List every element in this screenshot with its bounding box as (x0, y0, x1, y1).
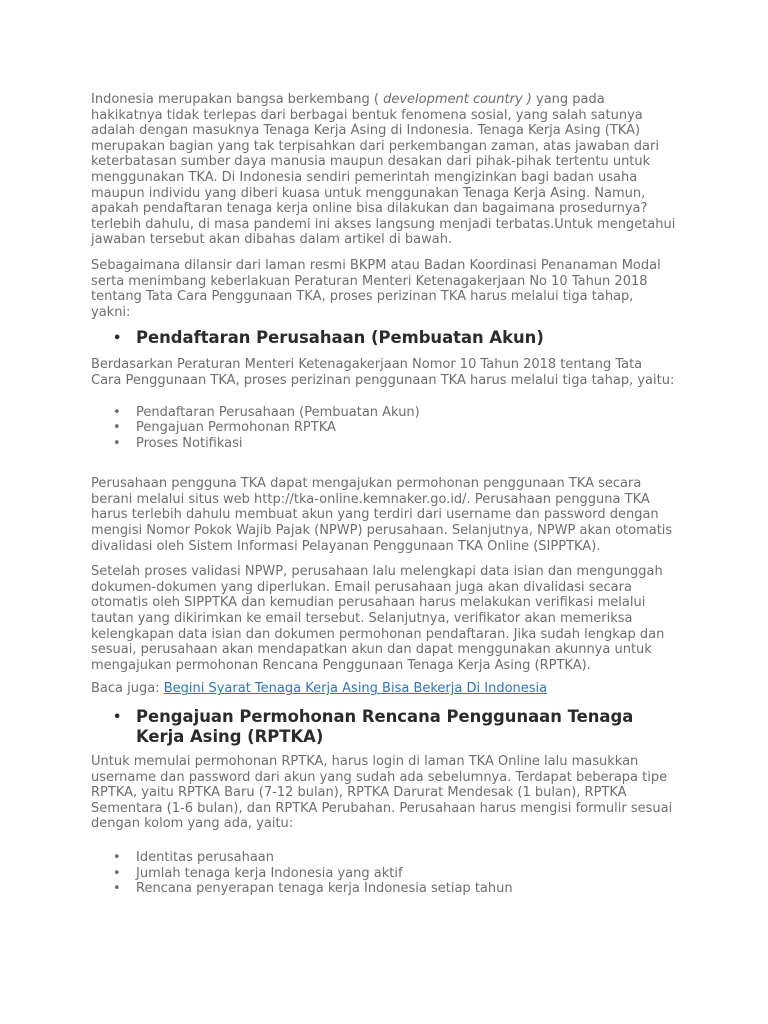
tahap-list (91, 405, 676, 452)
intro-paragraph (91, 92, 676, 248)
perusahaan-paragraph: Perusahaan pengguna TKA dapat mengajukan permohonan penggunaan TKA secara berani melalui situs web http://tka-online.kemnaker.go.id/. Perusahaan pengguna TKA harus terlebih dahulu membuat akun yang terdiri dari username dan password dengan mengisi Nomor Pokok Wajib Pajak (NPWP) perusahaan. Selanjutnya, NPWP akan otomatis divalidasi oleh Sistem Informasi Pelayanan Penggunaan TKA Online (SIPPTKA). (91, 476, 673, 554)
intro-text-end: yang pada hakikatnya tidak terlepas dari berbagai bentuk fenomena sosial, yang salah satunya adalah dengan masuknya Tenaga Kerja Asing di Indonesia. Tenaga Kerja Asing (TKA) merupakan bagian yang tak terpisahkan dari perkembangan zaman, atas jawaban dari keterbatasan sumber daya manusia maupun desakan dari pihak-pihak tertentu untuk menggunakan TKA. Di Indonesia sendiri pemerintah mengizinkan bagi badan usaha maupun individu yang diberi kuasa untuk menggunakan Tenaga Kerja Asing. Namun, apakah pendaftaran tenaga kerja online bisa dilakukan dan bagaimana prosedurnya? terlebih dahulu, di masa pandemi ini akses langsung menjadi terbatas.Untuk mengetahui jawaban tersebut akan dibahas dalam artikel di bawah. (91, 92, 676, 248)
formulir-list (91, 850, 676, 897)
section-heading-rptka: • Pengajuan Permohonan Rencana Penggunaan Tenaga Kerja Asing (RPTKA) (91, 707, 676, 747)
list-item: • Identitas perusahaan (91, 850, 676, 866)
untuk-paragraph: Untuk memulai permohonan RPTKA, harus login di laman TKA Online lalu masukkan username dan password dari akun yang sudah ada sebelumnya. Terdapat beberapa tipe RPTKA, yaitu RPTKA Baru (7-12 bulan), RPTKA Darurat Mendesak (1 bulan), RPTKA Sementara (1-6 bulan), dan RPTKA Perubahan. Perusahaan harus mengisi formulir sesuai dengan kolom yang ada, yaitu: (91, 754, 673, 832)
list-item: • Jumlah tenaga kerja Indonesia yang aktif (91, 866, 676, 882)
intro-emphasis: development country ) (383, 92, 532, 107)
bkpm-paragraph: Sebagaimana dilansir dari laman resmi BKPM atau Badan Koordinasi Penanaman Modal serta menimbang keberlakuan Peraturan Menteri Ketenagakerjaan No 10 Tahun 2018 tentang Tata Cara Penggunaan TKA, proses perizinan TKA harus melalui tiga tahap, yakni: (91, 257, 661, 320)
list-item: • Rencana penyerapan tenaga kerja Indonesia setiap tahun (91, 881, 676, 897)
baca-juga-line (91, 681, 676, 697)
list-item: • Pendaftaran Perusahaan (Pembuatan Akun) (91, 405, 676, 421)
section-heading-list-2 (91, 707, 676, 747)
related-article-link[interactable]: Begini Syarat Tenaga Kerja Asing Bisa Bekerja Di Indonesia (163, 681, 548, 697)
list-item: • Pengajuan Permohonan RPTKA (91, 420, 676, 436)
setelah-paragraph: Setelah proses validasi NPWP, perusahaan lalu melengkapi data isian dan mengunggah dokumen-dokumen yang diperlukan. Email perusahaan juga akan divalidasi secara otomatis oleh SIPPTKA dan kemudian perusahaan harus melakukan verifikasi melalui tautan yang dikirimkan ke email tersebut. Selanjutnya, verifikator akan memeriksa kelengkapan data isian dan dokumen permohonan pendaftaran. Jika sudah lengkap dan sesuai, perusahaan akan mendapatkan akun dan dapat menggunakan akunnya untuk mengajukan permohonan Rencana Penggunaan Tenaga Kerja Asing (RPTKA). (91, 564, 665, 673)
intro-text-start: Indonesia merupakan bangsa berkembang ( (91, 92, 384, 107)
baca-juga-label: Baca juga: (91, 681, 164, 697)
section-heading-list-1 (91, 328, 676, 348)
document-page (91, 92, 676, 897)
list-item: • Proses Notifikasi (91, 436, 676, 452)
berdasarkan-paragraph: Berdasarkan Peraturan Menteri Ketenagakerjaan Nomor 10 Tahun 2018 tentang Tata Cara Penggunaan TKA, proses perizinan penggunaan TKA harus melalui tiga tahap, yaitu: (91, 357, 675, 388)
section-heading-pendaftaran: • Pendaftaran Perusahaan (Pembuatan Akun) (91, 328, 676, 348)
